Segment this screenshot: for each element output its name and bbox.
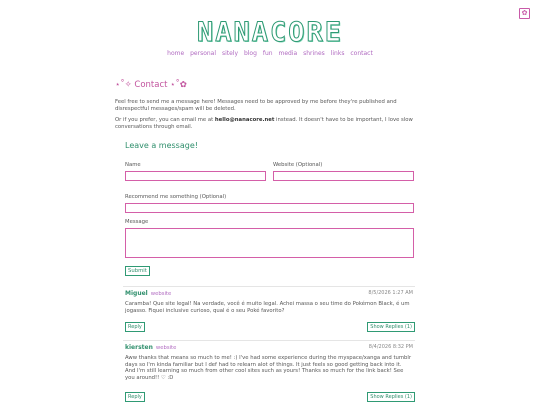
nav-home[interactable]: home — [167, 50, 185, 57]
mode-toggle-icon[interactable]: ✿ — [519, 8, 530, 19]
nav-media[interactable]: media — [278, 50, 298, 57]
comment-body: Caramba! Que site legal! Na verdade, você é muito legal. Achei massa o seu time do Pokémon Black, é um jogasso. Fiquei inclusive curioso, qual é o seu Poké favorito? — [125, 301, 410, 314]
comment-item — [123, 286, 415, 339]
nav-sitely[interactable]: sitely — [221, 50, 239, 57]
comment-date: 8/5/2026 1:27 AM — [368, 290, 413, 296]
comment-website-link[interactable]: website — [150, 291, 172, 297]
recommend-label: Recommend me something (Optional) — [125, 194, 227, 200]
main-nav — [0, 50, 540, 57]
contact-intro: Feel free to send me a message here! Messages need to be approved by me before they're published and disrespectful messages/spam will be deleted. — [115, 99, 397, 112]
comment-author: Miguel — [125, 290, 148, 297]
nav-fun[interactable]: fun — [262, 50, 273, 57]
message-textarea[interactable] — [125, 228, 414, 258]
nav-contact[interactable]: contact — [350, 50, 373, 57]
website-label: Website (Optional) — [273, 162, 323, 168]
contact-email-text — [115, 117, 425, 130]
recommend-input[interactable] — [125, 203, 414, 213]
email-link[interactable]: hello@nanacore.net — [214, 117, 275, 123]
nav-personal[interactable]: personal — [190, 50, 217, 57]
nav-shrines[interactable]: shrines — [303, 50, 325, 57]
name-label: Name — [125, 162, 141, 168]
comment-body: Aww thanks that means so much to me! :) I've had some experience during the myspace/xanga and tumblr days so I'm kinda familiar but I def had to relearn alot of things. It just feels so good getting back into it. And I'm still learning so much from other cool sites such as yours! Thanks so much for the link back! See you around!! ♡ :D — [125, 355, 412, 381]
submit-button[interactable]: Submit — [125, 266, 150, 276]
comment-author: kiersten — [125, 344, 153, 351]
comment-header — [125, 344, 176, 351]
nav-links[interactable]: links — [330, 50, 345, 57]
comment-date: 8/4/2026 8:32 PM — [368, 344, 413, 350]
email-post: instead. It doesn't have to be important, I love slow conversations through email. — [115, 117, 413, 130]
comment-website-link[interactable]: website — [155, 345, 177, 351]
site-logo[interactable]: NANACORE — [196, 17, 344, 48]
comment-header — [125, 290, 171, 297]
message-label: Message — [125, 219, 149, 225]
show-replies-button[interactable]: Show Replies (1) — [367, 322, 415, 332]
nav-blog[interactable]: blog — [243, 50, 257, 57]
contact-title: ⋆˚✧ Contact ⋆˚✿ — [115, 80, 187, 90]
email-pre: Or if you prefer, you can email me at — [115, 117, 215, 123]
reply-button[interactable]: Reply — [125, 392, 145, 402]
reply-button[interactable]: Reply — [125, 322, 145, 332]
form-title: Leave a message! — [125, 141, 198, 150]
comment-item — [123, 340, 415, 406]
website-input[interactable] — [273, 171, 414, 181]
show-replies-button[interactable]: Show Replies (1) — [367, 392, 415, 402]
name-input[interactable] — [125, 171, 266, 181]
